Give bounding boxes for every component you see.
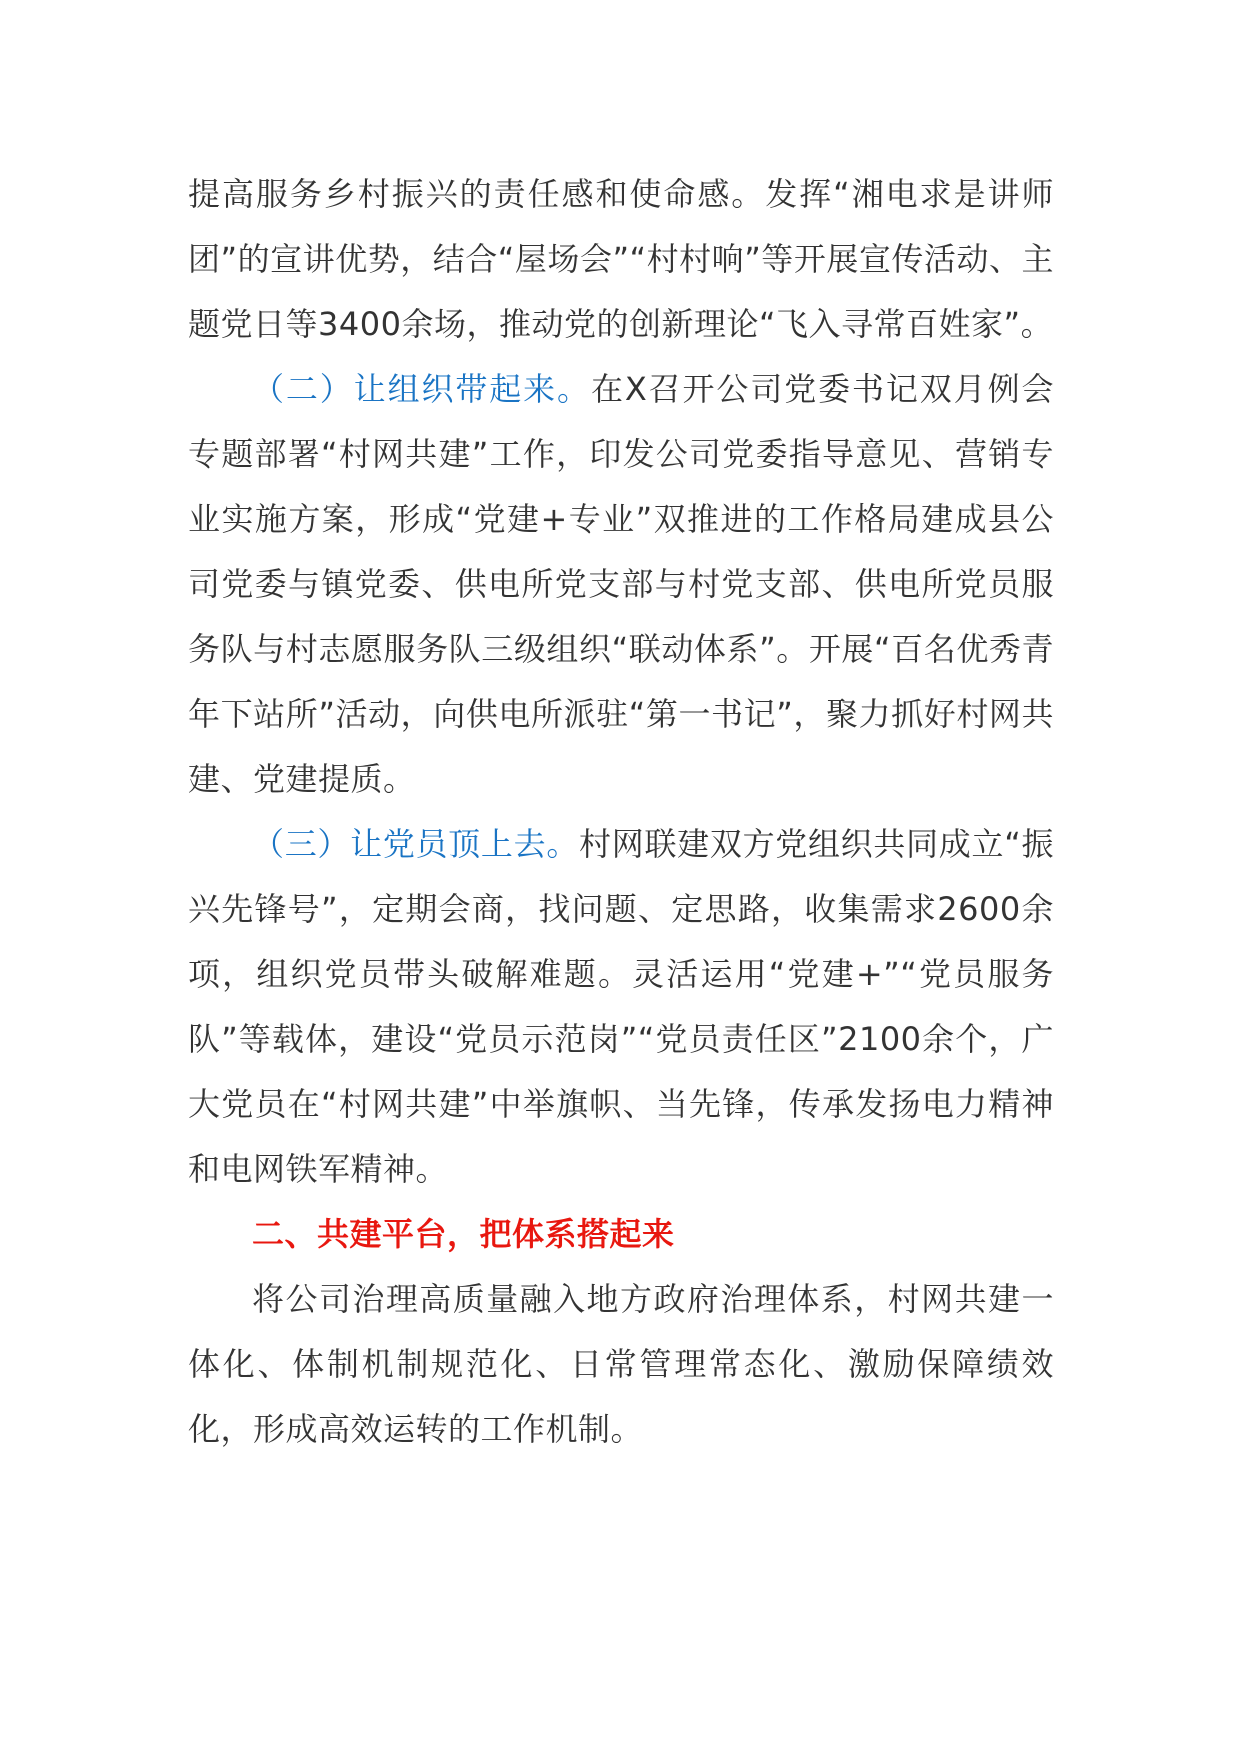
subheading-organization: （二）让组织带起来。 [252,370,591,408]
paragraph-party-members [188,812,1054,1202]
section-heading-platform: 二、共建平台，把体系搭起来 [252,1215,675,1253]
paragraph-party-members-body: 村网联建双方党组织共同成立“振兴先锋号”，定期会商，找问题、定思路，收集需求2600余项，组织党员带头破解难题。灵活运用“党建+”“党员服务队”等载体，建设“党员示范岗”“党员责任区”2100余个，广大党员在“村网共建”中举旗帜、当先锋，传承发扬电力精神和电网铁军精神。 [188,825,1054,1188]
subheading-party-members: （三）让党员顶上去。 [252,825,580,863]
paragraph-intro: 提高服务乡村振兴的责任感和使命感。发挥“湘电求是讲师团”的宣讲优势，结合“屋场会”“村村响”等开展宣传活动、主题党日等3400余场，推动党的创新理论“飞入寻常百姓家”。 [188,175,1054,343]
document-page [188,162,1054,1462]
paragraph-organization [188,357,1054,812]
paragraph-platform: 将公司治理高质量融入地方政府治理体系，村网共建一体化、体制机制规范化、日常管理常态化、激励保障绩效化，形成高效运转的工作机制。 [188,1280,1054,1448]
paragraph-organization-body: 在X召开公司党委书记双月例会专题部署“村网共建”工作，印发公司党委指导意见、营销专业实施方案，形成“党建+专业”双推进的工作格局建成县公司党委与镇党委、供电所党支部与村党支部、供电所党员服务队与村志愿服务队三级组织“联动体系”。开展“百名优秀青年下站所”活动，向供电所派驻“第一书记”，聚力抓好村网共建、党建提质。 [188,370,1054,798]
